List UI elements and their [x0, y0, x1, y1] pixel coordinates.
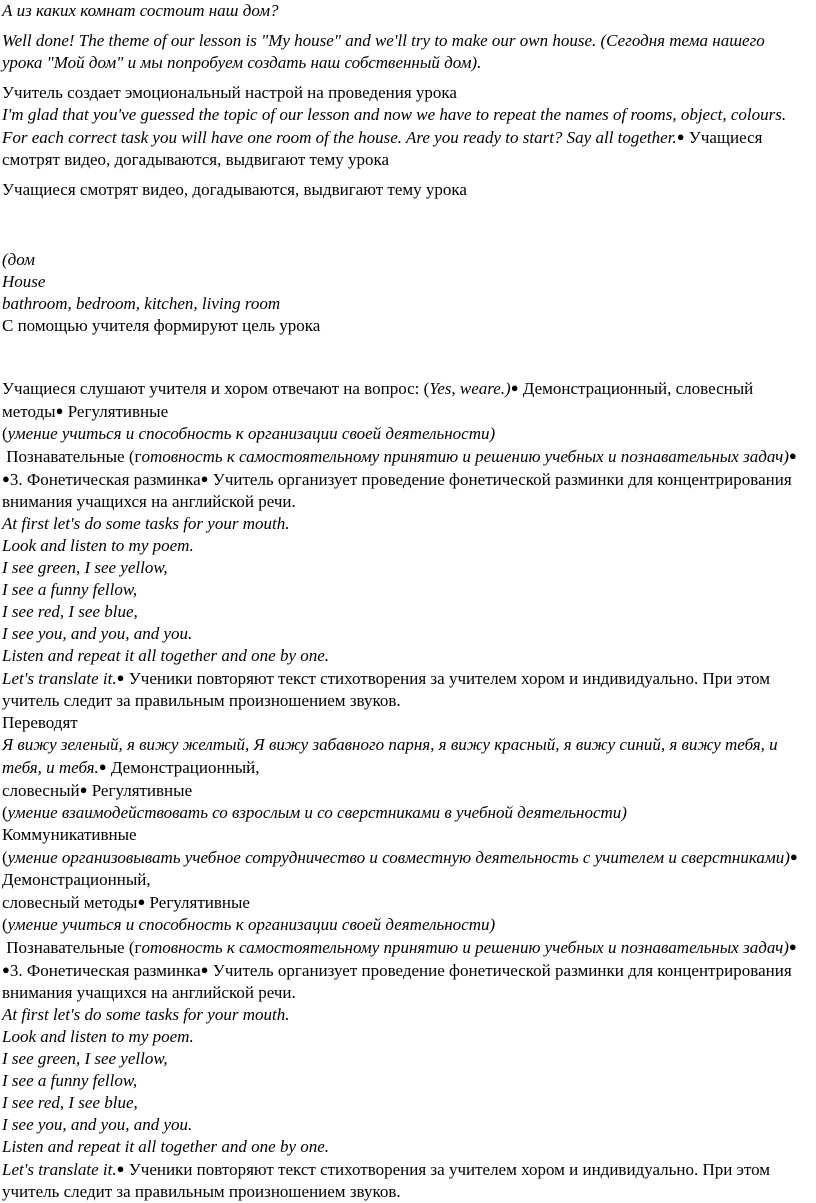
bullet-icon: ● — [789, 849, 798, 864]
students-video-paragraph: Учащиеся смотрят видео, догадываются, выдвигают тему урока — [2, 180, 467, 199]
teacher-mood-paragraph: Учитель создает эмоциональный настрой на проведения урока I'm glad that you've guessed the topic of our lesson and now we have to repeat the names of rooms, object, colours. For each correct task you will have one room of the house. Are you ready to start? Say all together.● Учащиеся смотрят видео, догадываются, выдвигают тему урока — [2, 83, 787, 169]
bullet-icon: ● — [2, 962, 10, 977]
question-rooms: А из каких комнат состоит наш дом? — [2, 1, 279, 20]
house-words-paragraph: (дом House bathroom, bedroom, kitchen, living room С помощью учителя формируют цель урока — [2, 250, 321, 335]
block-one: Учащиеся слушают учителя и хором отвечают на вопрос: (Yes, weare.)● Демонстрационный, словесный методы● Регулятивные (умение учиться и способность к организации своей деятельности) Познавательные (готовность к самостоятельному принятию и решению учебных и познавательных задач)● ●3. Фонетическая разминка● Учитель организует проведение фонетической разминки для концентрирования внимания учащихся на английской речи. At first let's do some tasks for your mouth. Look and listen to my poem. I see green, I see yellow, I see a funny fellow, I see red, I see blue, I see you, and you, and you. Listen and repeat it all together and one by one. Let's translate it.● Ученики повторяют текст стихотворения за учителем хором и индивидуально. При этом учитель следит за правильным произношением звуков. Переводят Я вижу зеленый, я вижу желтый, Я вижу забавного парня, я вижу красный, я вижу синий, я вижу тебя, и тебя, и тебя.● Демонстрационный, словесный● Регулятивные (умение взаимодействовать со взрослым и со сверстниками в учебной деятельности) Коммуникативные (умение организовывать учебное сотрудничество и совместную деятельность с учителем и сверстниками)● Демонстрационный, словесный методы● Регулятивные (умение учиться и способность к организации своей деятельности) Познавательные (готовность к самостоятельному принятию и решению учебных и познавательных задач)● ●3. Фонетическая разминка● Учитель организует проведение фонетической разминки для концентрирования внимания учащихся на английской речи. At first let's do some tasks for your mouth. Look and listen to my poem. I see green, I see yellow, I see a funny fellow, I see red, I see blue, I see you, and you, and you. Listen and repeat it all together and one by one. Let's translate it.● Ученики повторяют текст стихотворения за учителем хором и индивидуально. При этом учитель следит за правильным произношением звуков. — [2, 379, 798, 1201]
bullet-icon: ● — [98, 759, 107, 774]
bullet-icon: ● — [116, 1161, 125, 1176]
bullet-icon: ● — [55, 403, 64, 418]
bullet-icon: ● — [200, 471, 209, 486]
well-done-paragraph: Well done! The theme of our lesson is "My house" and we'll try to make our own house. (Сегодня тема нашего урока "Мой дом" и мы попробуем создать наш собственный дом). — [2, 31, 765, 72]
bullet-icon: ● — [137, 894, 146, 909]
bullet-icon: ● — [2, 471, 10, 486]
bullet-icon: ● — [788, 448, 797, 463]
bullet-icon: ● — [788, 939, 797, 954]
bullet-icon: ● — [676, 129, 685, 144]
bullet-icon: ● — [200, 962, 209, 977]
bullet-icon: ● — [79, 782, 88, 797]
bullet-icon: ● — [116, 670, 125, 685]
bullet-icon: ● — [510, 380, 519, 395]
